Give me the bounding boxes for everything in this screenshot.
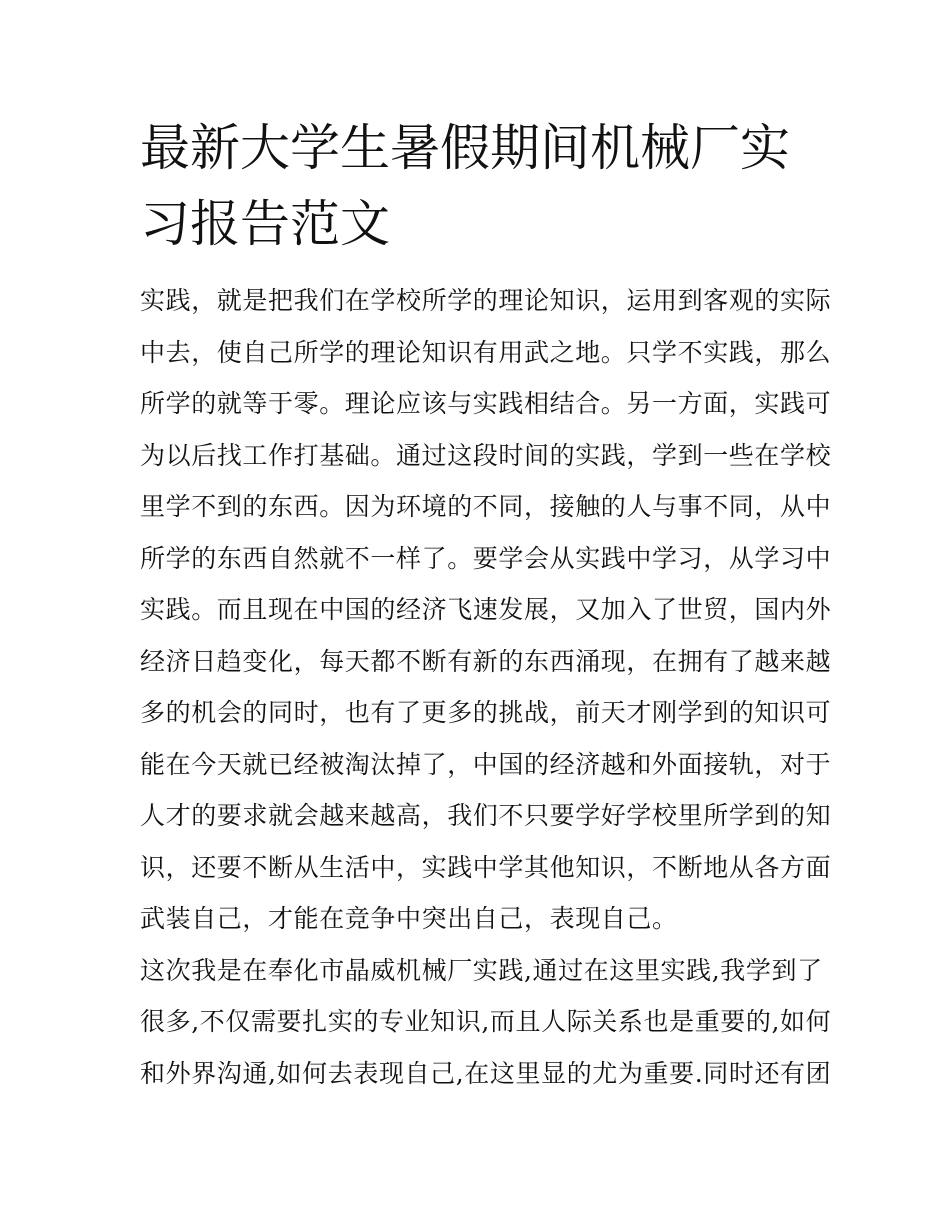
document-title (140, 110, 820, 262)
body-line: 所学的东西自然就不一样了。要学会从实践中学习，从学习中 (140, 543, 832, 573)
body-line: 人才的要求就会越来越高，我们不只要学好学校里所学到的知 (140, 801, 832, 830)
title-line: 最新大学生暑假期间机械厂实 (140, 119, 790, 177)
body-line: 实践，就是把我们在学校所学的理论知识，运用到客观的实际 (140, 286, 832, 315)
body-line: 能在今天就已经被淘汰掉了，中国的经济越和外面接轨，对于 (140, 749, 832, 779)
body-line: 所学的就等于零。理论应该与实践相结合。另一方面，实践可 (140, 389, 832, 418)
body-line: 识，还要不断从生活中，实践中学其他知识，不断地从各方面 (140, 852, 832, 882)
body-line: 武装自己，才能在竞争中突出自己，表现自己。 (140, 904, 678, 933)
body-line: 这次我是在奉化市晶威机械厂实践,通过在这里实践,我学到了 (140, 955, 823, 985)
body-line: 多的机会的同时，也有了更多的挑战，前天才刚学到的知识可 (140, 698, 832, 727)
body-line: 实践。而且现在中国的经济飞速发展，又加入了世贸，国内外 (140, 595, 832, 624)
body-line: 为以后找工作打基础。通过这段时间的实践，学到一些在学校 (140, 440, 832, 470)
body-line: 和外界沟通,如何去表现自己,在这里显的尤为重要.同时还有团 (140, 1058, 832, 1088)
body-line: 中去，使自己所学的理论知识有用武之地。只学不实践，那么 (140, 337, 832, 367)
body-line: 很多,不仅需要扎实的专业知识,而且人际关系也是重要的,如何 (140, 1007, 832, 1036)
body-line: 经济日趋变化，每天都不断有新的东西涌现，在拥有了越来越 (140, 646, 832, 676)
body-line: 里学不到的东西。因为环境的不同，接触的人与事不同，从中 (140, 492, 832, 521)
title-line: 习报告范文 (140, 195, 390, 253)
document-body (140, 275, 832, 1099)
